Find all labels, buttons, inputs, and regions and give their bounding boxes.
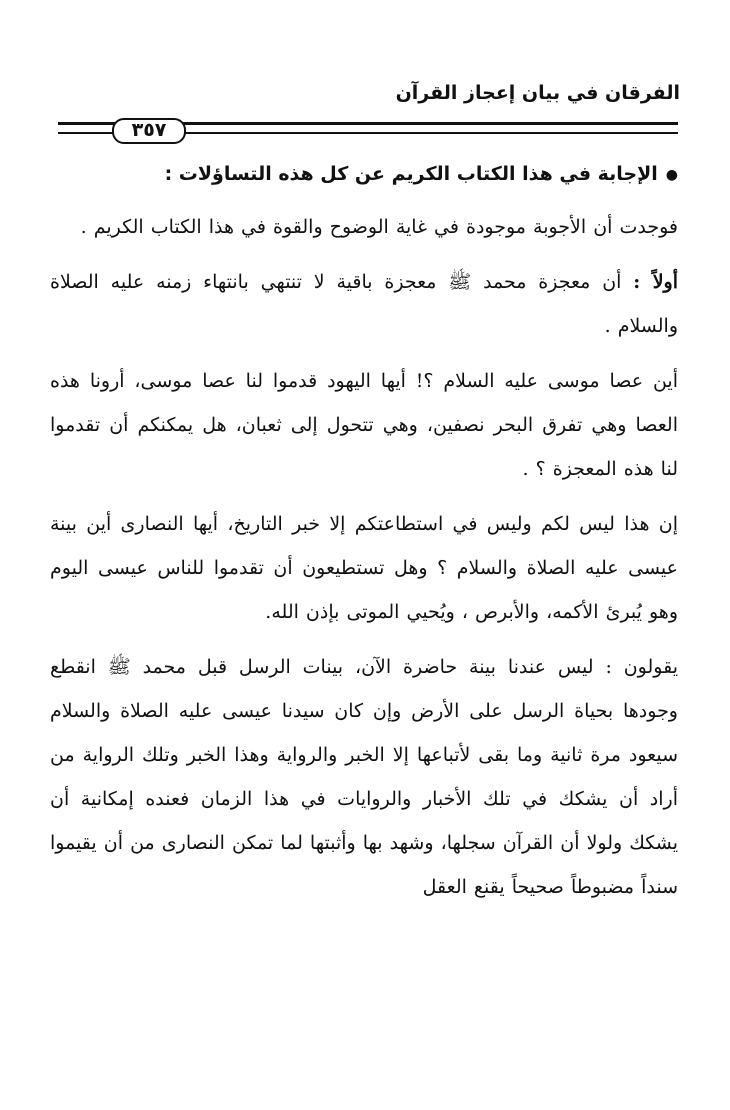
paragraph-text: أن معجزة محمد ﷺ معجزة باقية لا تنتهي بانتهاء زمنه عليه الصلاة والسلام . [50,270,678,337]
bullet-icon: ● [665,166,678,183]
header-rule [58,118,678,144]
paragraph-text: أين عصا موسى عليه السلام ؟! أيها اليهود قدموا لنا عصا موسى، أرونا هذه العصا وهي تفرق البحر نصفين، وهي تتحول إلى ثعبان، هل يمكنكم أن تقدموا لنا هذه المعجزة ؟ . [50,369,678,480]
paragraph-text: إن هذا ليس لكم وليس في استطاعتكم إلا خبر التاريخ، أيها النصارى أين بينة عيسى عليه الصلاة والسلام ؟ وهل تستطيعون أن تقدموا للناس عيسى اليوم وهو يُبرئ الأكمه، والأبرص ، ويُحيي الموتى بإذن الله. [50,512,678,623]
page-body [50,152,678,920]
paragraph [50,205,678,249]
paragraph-text: فوجدت أن الأجوبة موجودة في غاية الوضوح والقوة في هذا الكتاب الكريم . [80,215,678,238]
paragraph-lead: أولاً : [633,270,679,293]
paragraph [50,502,678,634]
page-number: ٣٥٧ [112,118,186,144]
running-title: الفرقان في بيان إعجاز القرآن [395,82,680,104]
paragraph-text: يقولون : ليس عندنا بينة حاضرة الآن، بينات الرسل قبل محمد ﷺ انقطع وجودها بحياة الرسل على الأرض وإن كان سيدنا عيسى عليه الصلاة والسلام سيعود مرة ثانية وما بقى لأتباعها إلا الخبر والرواية وهذا الخبر وتلك الرواية من أراد أن يشكك في تلك الأخبار والروايات في هذا الزمان فعنده إمكانية أن يشكك ولولا أن القرآن سجلها، وشهد بها وأثبتها لما تمكن النصارى من أن يقيموا سنداً مضبوطاً صحيحاً يقنع العقل [50,655,678,898]
paragraph [50,260,678,348]
section-heading-text: الإجابة في هذا الكتاب الكريم عن كل هذه التساؤلات : [164,163,658,185]
paragraph [50,645,678,909]
paragraph [50,359,678,491]
section-heading [50,152,678,197]
